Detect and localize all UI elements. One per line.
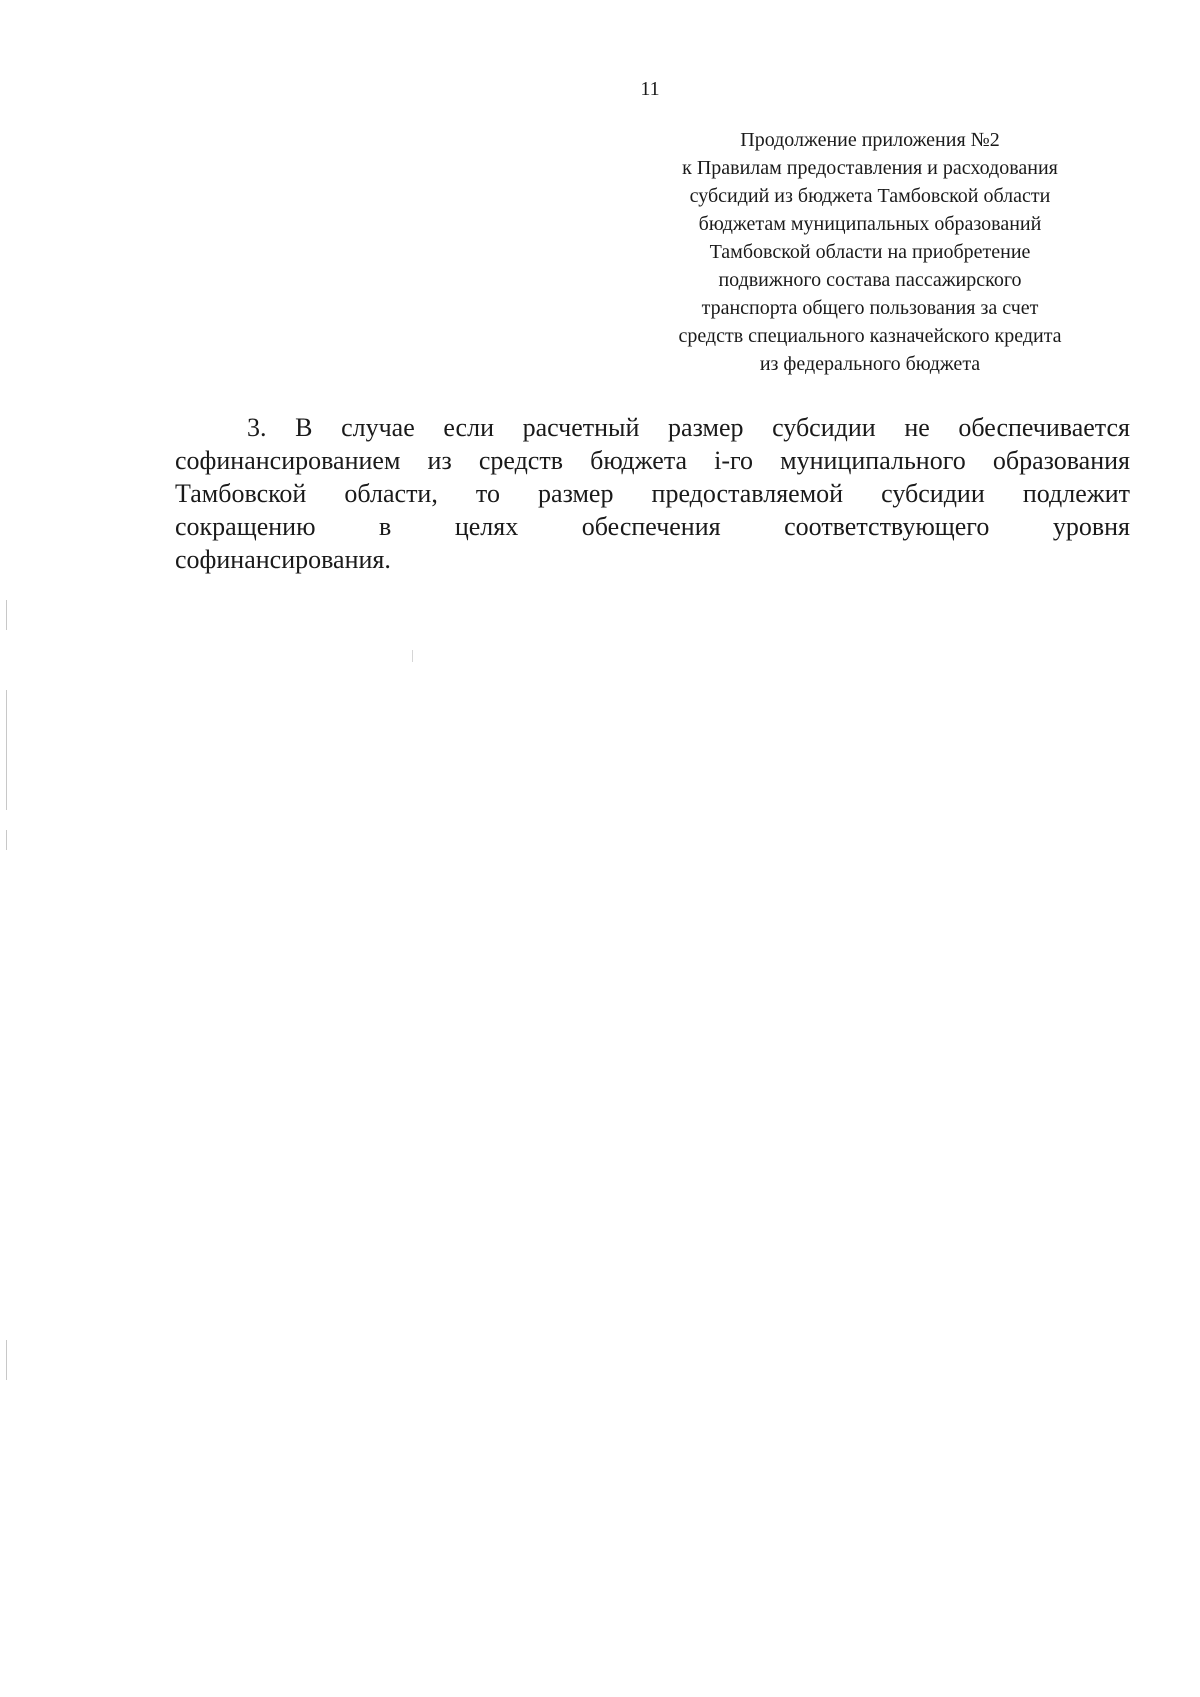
page-number: 11 xyxy=(640,78,660,100)
appendix-header-line: из федерального бюджета xyxy=(759,353,981,375)
appendix-header-line: к Правилам предоставления и расходования xyxy=(682,157,1058,179)
paragraph-line: софинансированием из средств бюджета i-го муниципального образования xyxy=(175,446,1130,475)
scan-edge-marks xyxy=(0,0,18,1697)
scan-mark xyxy=(6,600,7,630)
appendix-header xyxy=(630,126,1110,378)
scan-mark xyxy=(6,830,7,850)
appendix-header-line: Тамбовской области на приобретение xyxy=(709,241,1031,263)
appendix-header-line: субсидий из бюджета Тамбовской области xyxy=(689,185,1051,207)
appendix-header-line: подвижного состава пассажирского xyxy=(718,269,1022,291)
appendix-header-line: транспорта общего пользования за счет xyxy=(701,297,1039,319)
appendix-header-line: средств специального казначейского кредита xyxy=(678,325,1062,347)
paragraph-line: Тамбовской области, то размер предоставляемой субсидии подлежит xyxy=(175,479,1130,508)
scan-mark xyxy=(6,690,7,810)
paragraph-3 xyxy=(175,411,1130,576)
scan-speck xyxy=(412,650,413,662)
scan-mark xyxy=(6,1340,7,1380)
paragraph-line: сокращению в целях обеспечения соответствующего уровня xyxy=(175,512,1130,541)
paragraph-line: софинансирования. xyxy=(175,545,391,574)
appendix-header-line: Продолжение приложения №2 xyxy=(740,129,1000,151)
paragraph-line: 3. В случае если расчетный размер субсидии не обеспечивается xyxy=(247,413,1130,442)
appendix-header-line: бюджетам муниципальных образований xyxy=(698,213,1042,235)
